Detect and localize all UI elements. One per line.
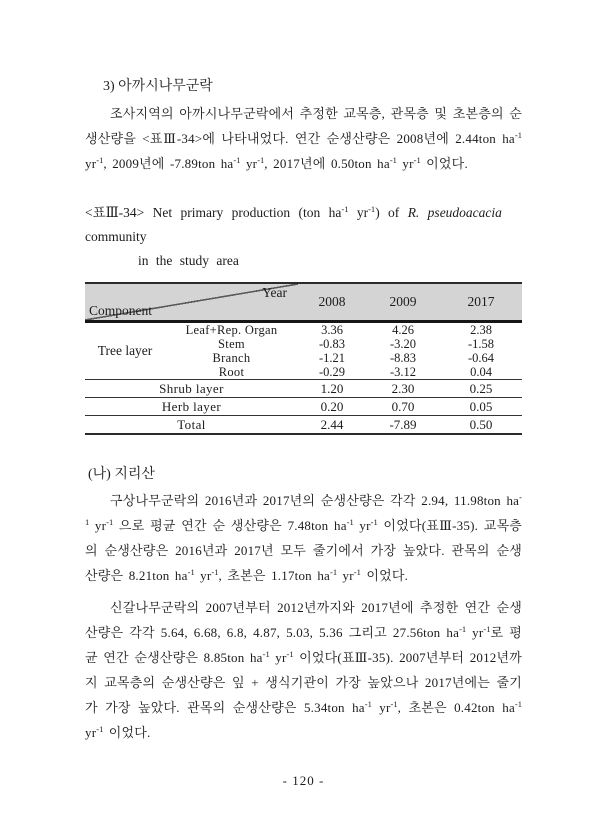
section-heading-acacia: 3) 아까시나무군락 bbox=[103, 79, 213, 94]
value-cell: -3.20 bbox=[389, 337, 417, 351]
page-number: - 120 - bbox=[282, 773, 325, 788]
value-cell: -0.83 bbox=[318, 337, 346, 351]
component-cell: Root bbox=[218, 365, 245, 379]
value-cell: 4.26 bbox=[392, 323, 414, 337]
npp-table bbox=[85, 282, 522, 435]
table-row-leaf bbox=[85, 322, 522, 338]
value-cell: 0.05 bbox=[469, 398, 493, 414]
value-cell: -1.21 bbox=[318, 351, 346, 365]
value-cell: 3.36 bbox=[321, 323, 343, 337]
value-cell: 2.38 bbox=[470, 323, 492, 337]
paragraph-acacia: 조사지역의 아까시나무군락에서 추정한 교목층, 관목층 및 초본층의 순생산량을 <표Ⅲ-34>에 나타내었다. 연간 순생산량은 2008년에 2.44ton $ha^{-1}$ $yr^{-1}$, 2009년에 -7.89ton $ha^{-1}$ $yr^{-1}$, 2017년에 0.50ton $ha^{-1}$ $yr^{-1}$ 이었다. bbox=[85, 106, 522, 171]
component-cell: Branch bbox=[212, 351, 251, 365]
section-heading-jirisan: (나) 지리산 bbox=[88, 467, 155, 482]
table-caption-line2: in the study area bbox=[138, 253, 239, 268]
component-cell: Stem bbox=[218, 337, 245, 351]
corner-cell bbox=[85, 283, 298, 322]
component-cell: Total bbox=[177, 416, 206, 432]
value-cell: -0.29 bbox=[318, 365, 346, 379]
value-cell: 0.70 bbox=[391, 398, 415, 414]
value-cell: -1.58 bbox=[467, 337, 495, 351]
value-cell: -0.64 bbox=[467, 351, 495, 365]
value-cell: 0.50 bbox=[469, 416, 493, 432]
value-cell: -3.12 bbox=[389, 365, 417, 379]
corner-year-label: Year bbox=[262, 285, 287, 300]
corner-component-label: Component bbox=[89, 303, 152, 318]
value-cell: 0.25 bbox=[469, 380, 493, 396]
component-cell: Leaf+Rep. Organ bbox=[185, 323, 278, 337]
table-row-shrub bbox=[85, 380, 522, 398]
value-cell: 0.04 bbox=[470, 365, 492, 379]
paragraph-singal: 신갈나무군락의 2007년부터 2012년까지와 2017년에 추정한 연간 순생산량은 각각 5.64, 6.68, 6.8, 4.87, 5.03, 5.36 그리고 27.56ton $ha^{-1}$ $yr^{-1}$로 평균 연간 순생산량은 8.85ton $ha^{-1}$ $yr^{-1}$ 이었다(표Ⅲ-35). 2007년부터 2012년까지 교목층의 순생산량은 잎 + 생식기관이 가장 높았으나 2017년에는 줄기가 가장 높았다. 관목의 순생산량은 5.34ton $ha^{-1}$ $yr^{-1}$, 초본은 0.42ton $ha^{-1}$ $yr^{-1}$ 이었다. bbox=[85, 600, 523, 740]
component-cell: Herb layer bbox=[161, 398, 222, 414]
table-caption-line1: <표Ⅲ-34> Net primary production (ton $ha^{-1}$ $yr^{-1}$) of R. pseudoacacia community bbox=[85, 204, 502, 244]
value-cell: -8.83 bbox=[389, 351, 417, 365]
component-cell: Shrub layer bbox=[159, 380, 224, 396]
tree-layer-label: Tree layer bbox=[97, 343, 153, 358]
value-cell: 0.20 bbox=[320, 398, 344, 414]
year-header-2017: 2017 bbox=[440, 283, 522, 322]
paragraph-gusang: 구상나무군락의 2016년과 2017년의 순생산량은 각각 2.94, 11.98ton $ha^{-1}$ $yr^{-1}$ 으로 평균 연간 순 생산량은 7.48ton $ha^{-1}$ $yr^{-1}$ 이었다(표Ⅲ-35). 교목층의 순생산량은 2016년과 2017년 모두 줄기에서 가장 높았다. 관목의 순생산량은 8.21ton $ha^{-1}$ $yr^{-1}$, 초본은 1.17ton $ha^{-1}$ $yr^{-1}$ 이었다. bbox=[85, 492, 523, 583]
table-header-row bbox=[85, 283, 522, 322]
value-cell: 2.30 bbox=[391, 380, 415, 396]
table-row-herb bbox=[85, 398, 522, 416]
value-cell: -7.89 bbox=[389, 416, 417, 432]
value-cell: 1.20 bbox=[320, 380, 344, 396]
table-caption bbox=[85, 201, 522, 273]
value-cell: 2.44 bbox=[320, 416, 344, 432]
page-content bbox=[85, 0, 522, 745]
year-header-2009: 2009 bbox=[366, 283, 440, 322]
year-header-2008: 2008 bbox=[298, 283, 366, 322]
table-row-total bbox=[85, 416, 522, 435]
